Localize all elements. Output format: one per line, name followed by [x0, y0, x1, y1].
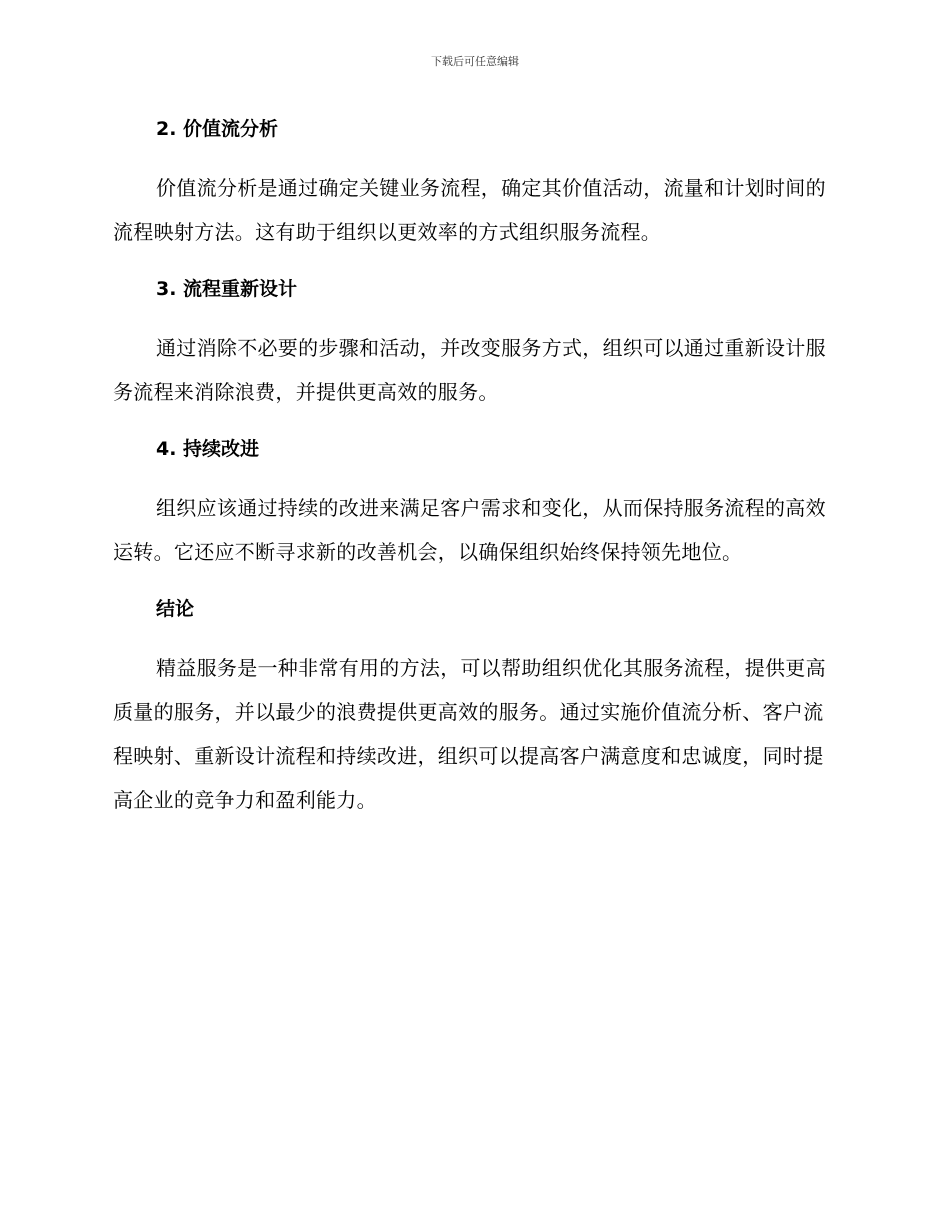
paragraph-process-redesign: 通过消除不必要的步骤和活动，并改变服务方式，组织可以通过重新设计服务流程来消除浪费，并提供更高效的服务。 [113, 336, 826, 404]
section-heading-conclusion: 结论 [156, 598, 195, 620]
section-heading-process-redesign: 3. 流程重新设计 [156, 278, 298, 300]
page-header: 下载后可任意编辑 [431, 55, 519, 68]
section-heading-continuous-improvement: 4. 持续改进 [156, 438, 260, 460]
document-body [113, 112, 835, 840]
section-heading-value-stream: 2. 价值流分析 [156, 118, 279, 140]
paragraph-value-stream: 价值流分析是通过确定关键业务流程，确定其价值活动，流量和计划时间的流程映射方法。这有助于组织以更效率的方式组织服务流程。 [113, 176, 826, 244]
paragraph-continuous-improvement: 组织应该通过持续的改进来满足客户需求和变化，从而保持服务流程的高效运转。它还应不断寻求新的改善机会，以确保组织始终保持领先地位。 [113, 496, 826, 564]
paragraph-conclusion: 精益服务是一种非常有用的方法，可以帮助组织优化其服务流程，提供更高质量的服务，并以最少的浪费提供更高效的服务。通过实施价值流分析、客户流程映射、重新设计流程和持续改进，组织可以提高客户满意度和忠诚度，同时提高企业的竞争力和盈利能力。 [113, 656, 826, 812]
